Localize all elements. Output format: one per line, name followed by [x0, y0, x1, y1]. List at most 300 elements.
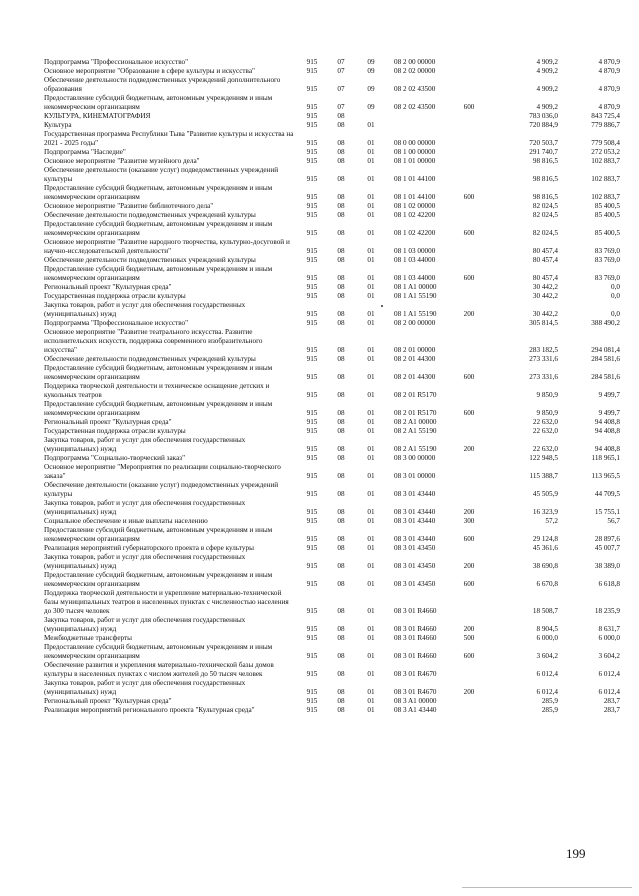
cell-pr: 01: [367, 625, 375, 633]
cell-v1: 291 740,7: [529, 148, 558, 156]
table-row: [0, 76, 639, 94]
cell-pr: 01: [367, 319, 375, 327]
cell-v2: 6 012,4: [598, 670, 620, 678]
cell-v2: 94 408,8: [594, 445, 620, 453]
cell-vr: 600: [463, 409, 475, 417]
table-row: [0, 679, 639, 697]
cell-v1: 57,2: [545, 517, 558, 525]
cell-pr: 01: [367, 283, 375, 291]
cell-cs: 08 3 01 R4660: [394, 607, 437, 615]
cell-pr: 01: [367, 472, 375, 480]
cell-rz: 08: [337, 706, 345, 714]
cell-cs: 08 3 00 00000: [394, 454, 436, 462]
cell-pr: 01: [367, 121, 375, 129]
cell-v2: 44 709,5: [594, 490, 620, 498]
cell-rz: 08: [337, 310, 345, 318]
cell-pr: 01: [367, 202, 375, 210]
row-name: Обеспечение деятельности (оказание услуг) подведомственных учреждений культуры: [44, 481, 279, 498]
cell-cs: 08 1 02 42200: [394, 229, 436, 237]
cell-ved: 915: [306, 454, 318, 462]
cell-v2: 9 499,7: [598, 391, 620, 399]
cell-v1: 3 604,2: [536, 652, 558, 660]
cell-v1: 4 909,2: [536, 58, 558, 66]
cell-v2: 83 769,0: [594, 274, 620, 282]
table-row: [0, 166, 639, 184]
table-row: [0, 589, 639, 616]
cell-ved: 915: [306, 157, 318, 165]
row-name: Реализация мероприятий губернаторского проекта в сфере культуры: [44, 544, 254, 552]
cell-pr: 01: [367, 454, 375, 462]
row-name: Региональный проект "Культурная среда": [44, 697, 172, 705]
cell-pr: 01: [367, 148, 375, 156]
cell-pr: 01: [367, 634, 375, 642]
cell-vr: 200: [463, 625, 475, 633]
table-row: [0, 643, 639, 661]
cell-rz: 08: [337, 175, 345, 183]
row-name: Закупка товаров, работ и услуг для обеспечения государственных (муниципальных) нужд: [44, 499, 246, 516]
cell-v1: 115 388,7: [529, 472, 558, 480]
cell-rz: 08: [337, 490, 345, 498]
cell-cs: 08 2 00 00000: [394, 58, 436, 66]
cell-cs: 08 3 01 R4670: [394, 670, 437, 678]
row-name: Обеспечение деятельности подведомственных учреждений культуры: [44, 355, 256, 363]
cell-rz: 08: [337, 607, 345, 615]
cell-cs: 08 1 03 00000: [394, 247, 436, 255]
cell-v1: 4 909,2: [536, 67, 558, 75]
cell-ved: 915: [306, 445, 318, 453]
row-name: Основное мероприятие "Развитие народного творчества, культурно-досуговой и научно-исследовательской деятельности": [44, 238, 290, 255]
cell-v2: 9 499,7: [598, 409, 620, 417]
row-name: Закупка товаров, работ и услуг для обеспечения государственных (муниципальных) нужд: [44, 436, 246, 453]
cell-v1: 45 505,9: [532, 490, 558, 498]
cell-pr: 01: [367, 544, 375, 552]
table-row: [0, 121, 639, 130]
cell-ved: 915: [306, 139, 318, 147]
cell-pr: 01: [367, 310, 375, 318]
cell-vr: 600: [463, 652, 475, 660]
cell-ved: 915: [306, 697, 318, 705]
row-name: Государственная поддержка отрасли культуры: [44, 427, 186, 435]
cell-pr: 01: [367, 247, 375, 255]
cell-rz: 08: [337, 319, 345, 327]
cell-v2: 94 408,8: [594, 418, 620, 426]
table-row: [0, 481, 639, 499]
row-name: Реализация мероприятий регионального проекта "Культурная среда": [44, 706, 255, 714]
cell-v1: 18 508,7: [532, 607, 558, 615]
row-name: Предоставление субсидий бюджетным, автономным учреждениям и иным некоммерческим организациям: [44, 643, 273, 660]
cell-v1: 98 816,5: [532, 157, 558, 165]
cell-pr: 01: [367, 427, 375, 435]
cell-vr: 600: [463, 193, 475, 201]
cell-cs: 08 2 A1 55190: [394, 445, 437, 453]
cell-ved: 915: [306, 319, 318, 327]
cell-rz: 08: [337, 391, 345, 399]
cell-ved: 915: [306, 58, 318, 66]
cell-pr: 01: [367, 157, 375, 165]
table-row: [0, 220, 639, 238]
row-name: Региональный проект "Культурная среда": [44, 418, 172, 426]
cell-v1: 6 670,8: [536, 580, 558, 588]
cell-vr: 600: [463, 580, 475, 588]
table-row: [0, 184, 639, 202]
cell-ved: 915: [306, 247, 318, 255]
cell-v2: 102 883,7: [591, 193, 620, 201]
cell-v1: 98 816,5: [532, 193, 558, 201]
cell-v1: 22 632,0: [532, 445, 558, 453]
row-name: Поддержка творческой деятельности и укрепление материально-технической базы муниципальных театров в населенных пунктах с численностью населения до 300 тысяч человек: [44, 589, 289, 615]
cell-ved: 915: [306, 67, 318, 75]
cell-rz: 08: [337, 148, 345, 156]
cell-v2: 85 400,5: [594, 202, 620, 210]
cell-v2: 283,7: [603, 706, 620, 714]
cell-v1: 45 361,6: [532, 544, 558, 552]
cell-rz: 08: [337, 418, 345, 426]
cell-cs: 08 1 00 00000: [394, 148, 436, 156]
row-name: Обеспечение развития и укрепления материально-технической базы домов культуры в населенных пунктах с числом жителей до 50 тысяч человек: [44, 661, 274, 678]
table-row: [0, 382, 639, 400]
table-row: [0, 157, 639, 166]
cell-v1: 285,9: [541, 706, 558, 714]
cell-pr: 01: [367, 274, 375, 282]
cell-cs: 08 2 01 00000: [394, 346, 436, 354]
cell-v2: 388 490,2: [591, 319, 620, 327]
row-name: Подпрограмма "Наследие": [44, 148, 126, 156]
row-name: КУЛЬТУРА, КИНЕМАТОГРАФИЯ: [44, 112, 151, 120]
cell-v2: 83 769,0: [594, 247, 620, 255]
cell-rz: 08: [337, 562, 345, 570]
cell-pr: 01: [367, 535, 375, 543]
cell-v1: 29 124,8: [532, 535, 558, 543]
cell-cs: 08 2 01 R5170: [394, 409, 437, 417]
row-name: Предоставление субсидий бюджетным, автономным учреждениям и иным некоммерческим организациям: [44, 364, 273, 381]
cell-v1: 98 816,5: [532, 175, 558, 183]
cell-ved: 915: [306, 211, 318, 219]
table-row: [0, 301, 639, 319]
budget-table: [0, 58, 639, 715]
cell-v2: 56,7: [607, 517, 620, 525]
cell-ved: 915: [306, 112, 318, 120]
cell-ved: 915: [306, 85, 318, 93]
row-name: Подпрограмма "Профессиональное искусство": [44, 58, 189, 66]
cell-v2: 294 081,4: [591, 346, 620, 354]
cell-cs: 08 3 01 43440: [394, 508, 436, 516]
cell-ved: 915: [306, 580, 318, 588]
cell-rz: 07: [337, 58, 345, 66]
table-row: [0, 238, 639, 256]
row-name: Закупка товаров, работ и услуг для обеспечения государственных (муниципальных) нужд: [44, 553, 246, 570]
cell-pr: 01: [367, 256, 375, 264]
cell-cs: 08 3 01 R4670: [394, 688, 437, 696]
cell-rz: 08: [337, 697, 345, 705]
table-row: [0, 517, 639, 526]
cell-v2: 284 581,6: [591, 373, 620, 381]
table-row: [0, 256, 639, 265]
cell-v1: 82 024,5: [532, 202, 558, 210]
cell-v1: 38 690,8: [532, 562, 558, 570]
cell-v1: 122 948,5: [529, 454, 558, 462]
cell-ved: 915: [306, 472, 318, 480]
cell-vr: 500: [463, 634, 475, 642]
table-row: [0, 328, 639, 355]
table-row: [0, 463, 639, 481]
cell-cs: 08 3 01 R4660: [394, 634, 437, 642]
cell-ved: 915: [306, 652, 318, 660]
cell-vr: 600: [463, 229, 475, 237]
cell-cs: 08 1 02 42200: [394, 211, 436, 219]
cell-v2: 779 508,4: [591, 139, 620, 147]
cell-rz: 08: [337, 346, 345, 354]
row-name: Предоставление субсидий бюджетным, автономным учреждениям и иным некоммерческим организациям: [44, 184, 273, 201]
cell-ved: 915: [306, 355, 318, 363]
cell-cs: 08 2 A1 55190: [394, 427, 437, 435]
cell-ved: 915: [306, 409, 318, 417]
cell-v2: 6 618,8: [598, 580, 620, 588]
cell-cs: 08 1 01 44100: [394, 175, 436, 183]
cell-v2: 118 965,1: [591, 454, 620, 462]
cell-v1: 80 457,4: [532, 247, 558, 255]
cell-v2: 94 408,8: [594, 427, 620, 435]
cell-pr: 01: [367, 346, 375, 354]
cell-vr: 200: [463, 562, 475, 570]
page-number: 199: [566, 846, 586, 861]
cell-ved: 915: [306, 418, 318, 426]
row-name: Закупка товаров, работ и услуг для обеспечения государственных (муниципальных) нужд: [44, 301, 246, 318]
cell-pr: 01: [367, 688, 375, 696]
cell-ved: 915: [306, 373, 318, 381]
cell-cs: 08 3 01 R4660: [394, 652, 437, 660]
cell-rz: 08: [337, 427, 345, 435]
cell-pr: 01: [367, 292, 375, 300]
table-row: [0, 148, 639, 157]
cell-cs: 08 1 03 44000: [394, 274, 436, 282]
cell-pr: 01: [367, 607, 375, 615]
cell-pr: 01: [367, 445, 375, 453]
cell-pr: 09: [367, 103, 375, 111]
cell-rz: 07: [337, 67, 345, 75]
cell-rz: 08: [337, 472, 345, 480]
cell-v1: 4 909,2: [536, 103, 558, 111]
cell-rz: 08: [337, 508, 345, 516]
cell-cs: 08 1 A1 00000: [394, 283, 437, 291]
table-row: [0, 706, 639, 715]
row-name: Предоставление субсидий бюджетным, автономным учреждениям и иным некоммерческим организациям: [44, 265, 273, 282]
table-row: [0, 553, 639, 571]
cell-rz: 08: [337, 274, 345, 282]
cell-vr: 200: [463, 310, 475, 318]
cell-v1: 22 632,0: [532, 427, 558, 435]
cell-pr: 01: [367, 562, 375, 570]
cell-rz: 08: [337, 292, 345, 300]
cell-cs: 08 1 03 44000: [394, 256, 436, 264]
cell-pr: 01: [367, 391, 375, 399]
row-name: Предоставление субсидий бюджетным, автономным учреждениям и иным некоммерческим организациям: [44, 571, 273, 588]
cell-rz: 08: [337, 634, 345, 642]
cell-cs: 08 3 A1 43440: [394, 706, 437, 714]
cell-cs: 08 3 01 43440: [394, 535, 436, 543]
cell-v2: 102 883,7: [591, 157, 620, 165]
table-row: [0, 265, 639, 283]
cell-vr: 200: [463, 688, 475, 696]
cell-pr: 09: [367, 58, 375, 66]
table-row: [0, 283, 639, 292]
row-name: Закупка товаров, работ и услуг для обеспечения государственных (муниципальных) нужд: [44, 616, 246, 633]
cell-vr: 600: [463, 373, 475, 381]
cell-v1: 80 457,4: [532, 256, 558, 264]
cell-rz: 08: [337, 535, 345, 543]
cell-ved: 915: [306, 283, 318, 291]
row-name: Закупка товаров, работ и услуг для обеспечения государственных (муниципальных) нужд: [44, 679, 246, 696]
cell-pr: 01: [367, 508, 375, 516]
cell-rz: 07: [337, 103, 345, 111]
cell-v1: 80 457,4: [532, 274, 558, 282]
cell-pr: 01: [367, 670, 375, 678]
table-row: [0, 634, 639, 643]
cell-cs: 08 1 01 44100: [394, 193, 436, 201]
cell-v1: 22 632,0: [532, 418, 558, 426]
cell-ved: 915: [306, 256, 318, 264]
table-row: [0, 427, 639, 436]
cell-v2: 18 235,9: [594, 607, 620, 615]
cell-pr: 09: [367, 85, 375, 93]
cell-cs: 08 3 01 00000: [394, 472, 436, 480]
cell-rz: 08: [337, 670, 345, 678]
cell-cs: 08 3 01 43450: [394, 580, 436, 588]
cell-vr: 200: [463, 508, 475, 516]
cell-rz: 08: [337, 256, 345, 264]
table-row: [0, 319, 639, 328]
cell-v2: 85 400,5: [594, 211, 620, 219]
cell-rz: 08: [337, 355, 345, 363]
cell-pr: 01: [367, 193, 375, 201]
cell-v2: 8 631,7: [598, 625, 620, 633]
cell-v2: 283,7: [603, 697, 620, 705]
cell-v2: 45 007,7: [594, 544, 620, 552]
row-name: Обеспечение деятельности подведомственных учреждений культуры: [44, 256, 256, 264]
cell-ved: 915: [306, 391, 318, 399]
cell-cs: 08 2 02 43500: [394, 103, 436, 111]
cell-rz: 08: [337, 121, 345, 129]
cell-vr: 600: [463, 103, 475, 111]
table-row: [0, 202, 639, 211]
table-row: [0, 94, 639, 112]
cell-v1: 30 442,2: [532, 310, 558, 318]
cell-pr: 01: [367, 355, 375, 363]
cell-rz: 08: [337, 409, 345, 417]
cell-v2: 4 870,9: [598, 58, 620, 66]
cell-cs: 08 1 02 00000: [394, 202, 436, 210]
cell-pr: 01: [367, 706, 375, 714]
cell-rz: 08: [337, 580, 345, 588]
cell-v1: 720 503,7: [529, 139, 558, 147]
cell-ved: 915: [306, 292, 318, 300]
table-row: [0, 364, 639, 382]
cell-v1: 82 024,5: [532, 211, 558, 219]
table-row: [0, 544, 639, 553]
row-name: Государственная поддержка отрасли культуры: [44, 292, 186, 300]
cell-rz: 08: [337, 157, 345, 165]
cell-v1: 783 036,0: [529, 112, 558, 120]
row-name: Обеспечение деятельности подведомственных учреждений дополнительного образования: [44, 76, 281, 93]
cell-rz: 08: [337, 517, 345, 525]
cell-ved: 915: [306, 310, 318, 318]
cell-v2: 0,0: [611, 292, 620, 300]
table-row: [0, 292, 639, 301]
table-row: [0, 418, 639, 427]
cell-cs: 08 3 A1 00000: [394, 697, 437, 705]
cell-cs: 08 3 01 R4660: [394, 625, 437, 633]
cell-cs: 08 2 01 44300: [394, 373, 436, 381]
cell-cs: 08 2 01 44300: [394, 355, 436, 363]
cell-v1: 6 000,0: [536, 634, 558, 642]
cell-v2: 15 755,1: [594, 508, 620, 516]
row-name: Государственная программа Республики Тыва "Развитие культуры и искусства на 2021 - 2025 годы": [44, 130, 294, 147]
cell-rz: 08: [337, 139, 345, 147]
cell-ved: 915: [306, 670, 318, 678]
cell-v2: 284 581,6: [591, 355, 620, 363]
cell-ved: 915: [306, 535, 318, 543]
cell-v1: 720 884,9: [529, 121, 558, 129]
cell-rz: 08: [337, 688, 345, 696]
row-name: Предоставление субсидий бюджетным, автономным учреждениям и иным некоммерческим организациям: [44, 400, 273, 417]
cell-pr: 01: [367, 139, 375, 147]
cell-pr: 09: [367, 67, 375, 75]
table-row: [0, 355, 639, 364]
cell-v1: 273 331,6: [529, 355, 558, 363]
row-name: Региональный проект "Культурная среда": [44, 283, 172, 291]
cell-pr: 01: [367, 490, 375, 498]
cell-v2: 113 965,5: [591, 472, 620, 480]
cell-v2: 6 012,4: [598, 688, 620, 696]
cell-cs: 08 0 00 00000: [394, 139, 436, 147]
cell-cs: 08 2 02 00000: [394, 67, 436, 75]
cell-rz: 08: [337, 652, 345, 660]
cell-vr: 600: [463, 274, 475, 282]
row-name: Основное мероприятие "Развитие театрального искусства. Развитие исполнительских искусств, поддержка современного изобразительного искусства": [44, 328, 263, 354]
cell-pr: 01: [367, 229, 375, 237]
table-row: [0, 67, 639, 76]
row-name: Основное мероприятие "Образование в сфере культуры и искусства": [44, 67, 255, 75]
cell-rz: 08: [337, 202, 345, 210]
cell-rz: 08: [337, 211, 345, 219]
cell-rz: 08: [337, 247, 345, 255]
cell-cs: 08 3 01 43440: [394, 517, 436, 525]
cell-v2: 4 870,9: [598, 103, 620, 111]
table-row: [0, 616, 639, 634]
cell-ved: 915: [306, 427, 318, 435]
cell-pr: 01: [367, 418, 375, 426]
cell-v2: 3 604,2: [598, 652, 620, 660]
cell-v2: 102 883,7: [591, 175, 620, 183]
cell-vr: 600: [463, 535, 475, 543]
row-name: Обеспечение деятельности подведомственных учреждений культуры: [44, 211, 256, 219]
cell-ved: 915: [306, 517, 318, 525]
cell-ved: 915: [306, 193, 318, 201]
cell-v1: 9 850,9: [536, 391, 558, 399]
cell-rz: 08: [337, 283, 345, 291]
table-row: [0, 400, 639, 418]
cell-ved: 915: [306, 706, 318, 714]
cell-rz: 08: [337, 445, 345, 453]
cell-vr: 300: [463, 517, 475, 525]
cell-ved: 915: [306, 607, 318, 615]
row-name: Поддержка творческой деятельности и техническое оснащение детских и кукольных театров: [44, 382, 270, 399]
cell-rz: 07: [337, 85, 345, 93]
cell-v1: 285,9: [541, 697, 558, 705]
cell-cs: 08 1 01 00000: [394, 157, 436, 165]
cell-v1: 6 012,4: [536, 670, 558, 678]
cell-pr: 01: [367, 652, 375, 660]
cell-cs: 08 1 A1 55190: [394, 310, 437, 318]
